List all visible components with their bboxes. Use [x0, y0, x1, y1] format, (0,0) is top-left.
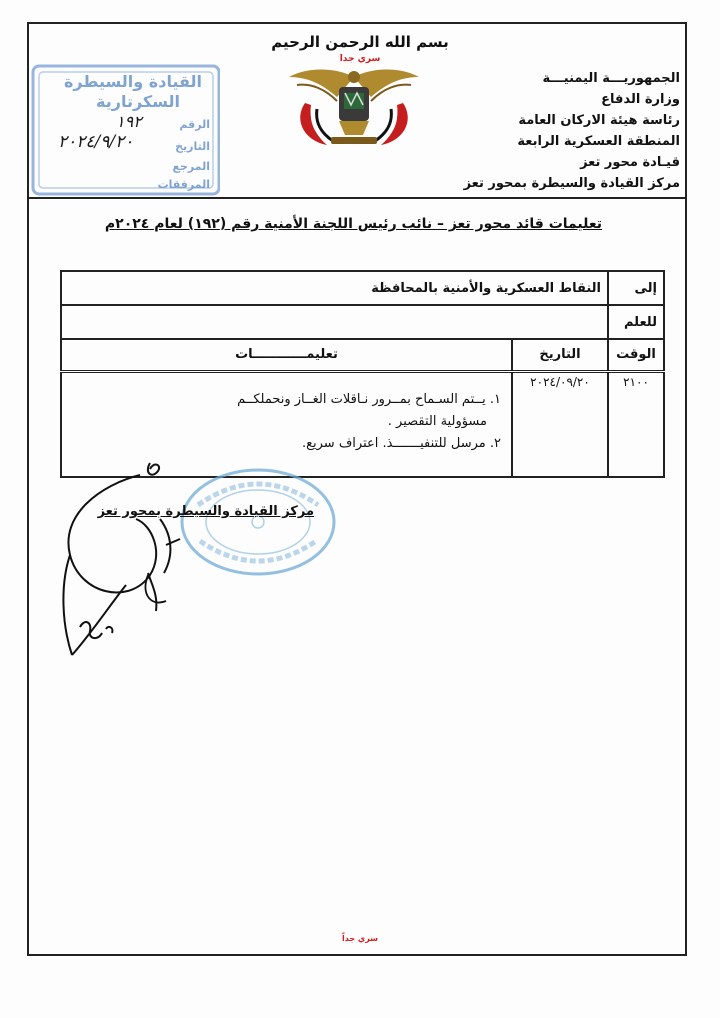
to-value: النقاط العسكرية والأمنية بالمحافظة — [61, 271, 608, 305]
stamp-attachments-label: المرفقات — [157, 178, 210, 191]
org-line-general-staff: رئاسة هيئة الاركان العامة — [518, 113, 680, 128]
org-line-military-region: المنطقة العسكرية الرابعة — [517, 134, 680, 149]
handwritten-number: ١٩٢ — [116, 112, 142, 131]
entry-time: ٢١٠٠ — [608, 371, 664, 477]
org-line-axis-command: قيـادة محور تعز — [580, 155, 680, 170]
to-label: إلى — [608, 271, 664, 305]
org-line-command-center: مركز القيادة والسيطرة بمحور تعز — [463, 176, 680, 191]
stamp-reference-label: المرجع — [172, 160, 210, 173]
classification-top: سري جدا — [339, 54, 381, 64]
basmala: بسم الله الرحمن الرحيم — [271, 33, 449, 51]
stamp-number-label: الرقم — [179, 118, 210, 131]
info-value — [61, 305, 608, 339]
instruction-line-1: ١. يــتم السـماح بمــرور نـاقلات الغــاز ونحملكــم — [237, 391, 501, 407]
column-instructions: تعليمــــــــــــات — [61, 339, 512, 371]
reception-stamp — [30, 62, 220, 197]
document-title: تعليمات قائد محور تعز – نائب رئيس اللجنة الأمنية رقم (١٩٢) لعام ٢٠٢٤م — [104, 216, 602, 232]
entry-date: ٢٠٢٤/٠٩/٢٠ — [512, 371, 608, 477]
column-date: التاريخ — [512, 339, 608, 371]
info-row — [61, 305, 664, 339]
column-header-row — [61, 339, 664, 371]
stamp-line-1: القيادة والسيطرة — [63, 72, 202, 91]
to-row — [61, 271, 664, 305]
classification-bottom: سري جداً — [341, 934, 379, 943]
handwritten-date: ٢٠٢٤/٩/٢٠ — [58, 132, 134, 152]
column-time: الوقت — [608, 339, 664, 371]
stamp-line-2: السكرتارية — [96, 92, 180, 111]
stamp-date-label: التاريخ — [175, 140, 210, 153]
organization-header — [440, 68, 680, 194]
signature-icon — [40, 455, 280, 670]
instructions-table — [60, 270, 665, 478]
org-line-ministry: وزارة الدفاع — [601, 92, 680, 107]
info-label: للعلم — [608, 305, 664, 339]
signatory-line: مركز القيادة والسيطرة بمحور تعز — [97, 504, 314, 519]
instruction-line-3: ٢. مرسل للتنفيـــــــذ. اعتراف سريع. — [301, 435, 501, 451]
instruction-line-2: مسؤولية التقصير . — [387, 413, 487, 429]
emblem-icon — [283, 63, 425, 148]
header-divider — [27, 197, 687, 199]
org-line-republic: الجمهوريـــة اليمنيـــة — [542, 71, 680, 86]
